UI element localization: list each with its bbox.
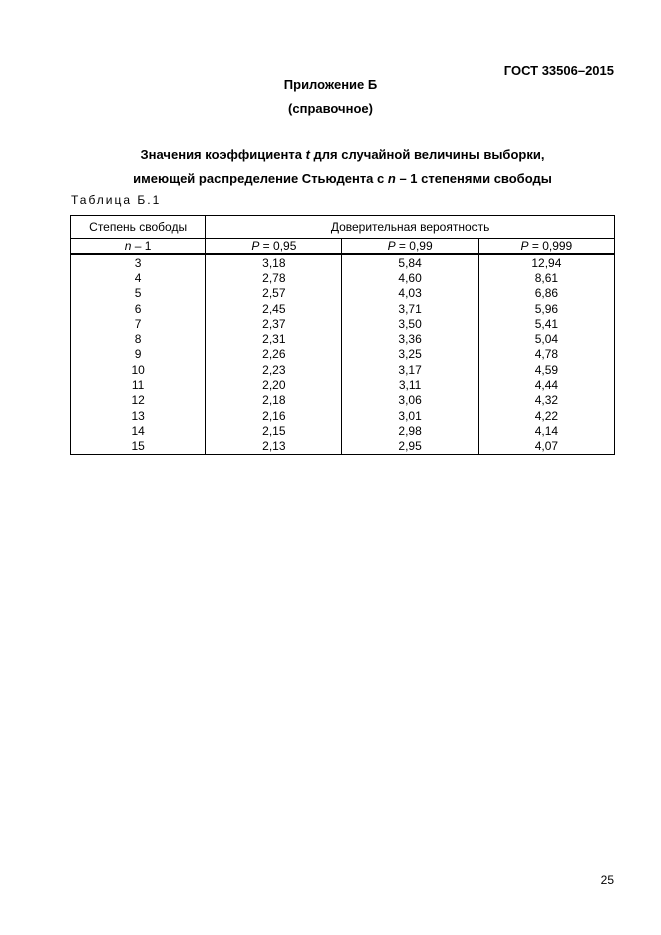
- cell-t-value: 12,94: [478, 254, 614, 270]
- cell-t-value: 4,22: [478, 408, 614, 423]
- cell-t-value: 2,26: [206, 347, 342, 362]
- table-caption-line-2: [12, 171, 661, 186]
- cell-t-value: 2,78: [206, 270, 342, 285]
- cell-degrees-of-freedom: 9: [71, 347, 206, 362]
- cell-degrees-of-freedom: 8: [71, 331, 206, 346]
- cell-degrees-of-freedom: 11: [71, 377, 206, 392]
- table-row: [71, 439, 615, 455]
- cell-t-value: 2,95: [342, 439, 478, 455]
- table-row: [71, 408, 615, 423]
- cell-t-value: 5,84: [342, 254, 478, 270]
- cell-degrees-of-freedom: 3: [71, 254, 206, 270]
- caption-text: – 1 степенями свободы: [395, 171, 552, 186]
- cell-degrees-of-freedom: 14: [71, 423, 206, 438]
- table-row: [71, 423, 615, 438]
- cell-t-value: 5,04: [478, 331, 614, 346]
- cell-degrees-of-freedom: 15: [71, 439, 206, 455]
- cell-t-value: 3,01: [342, 408, 478, 423]
- cell-t-value: 4,44: [478, 377, 614, 392]
- subheader-p-095: [206, 239, 342, 255]
- cell-t-value: 4,14: [478, 423, 614, 438]
- table-row: [71, 362, 615, 377]
- var-p: P: [520, 238, 529, 253]
- table-subheader-row: [71, 239, 615, 255]
- cell-t-value: 2,20: [206, 377, 342, 392]
- cell-t-value: 4,32: [478, 393, 614, 408]
- cell-t-value: 2,31: [206, 331, 342, 346]
- table-row: [71, 331, 615, 346]
- cell-degrees-of-freedom: 13: [71, 408, 206, 423]
- table-row: [71, 316, 615, 331]
- cell-t-value: 2,15: [206, 423, 342, 438]
- var-p: P: [387, 238, 396, 253]
- table-row: [71, 270, 615, 285]
- cell-t-value: 3,17: [342, 362, 478, 377]
- cell-t-value: 4,03: [342, 286, 478, 301]
- cell-t-value: 4,07: [478, 439, 614, 455]
- cell-degrees-of-freedom: 7: [71, 316, 206, 331]
- cell-t-value: 3,25: [342, 347, 478, 362]
- table-body: [71, 254, 615, 454]
- subheader-p-0999: [478, 239, 614, 255]
- header-confidence-probability: Доверительная вероятность: [206, 216, 615, 239]
- page-number: 25: [600, 873, 614, 887]
- cell-t-value: 5,41: [478, 316, 614, 331]
- cell-t-value: 3,06: [342, 393, 478, 408]
- cell-degrees-of-freedom: 4: [71, 270, 206, 285]
- subheader-text: = 0,95: [259, 238, 297, 253]
- cell-t-value: 8,61: [478, 270, 614, 285]
- appendix-title: Приложение Б: [283, 77, 378, 92]
- caption-text: Значения коэффициента: [140, 147, 306, 162]
- caption-text: имеющей распределение Стьюдента с: [133, 171, 388, 186]
- table-row: [71, 254, 615, 270]
- caption-variable-t: t: [305, 147, 310, 162]
- cell-t-value: 6,86: [478, 286, 614, 301]
- header-degrees-of-freedom: Степень свободы: [71, 216, 206, 239]
- cell-t-value: 2,37: [206, 316, 342, 331]
- var-n: n: [124, 238, 132, 253]
- cell-t-value: 2,18: [206, 393, 342, 408]
- table-row: [71, 377, 615, 392]
- standard-number: ГОСТ 33506–2015: [503, 63, 614, 78]
- cell-degrees-of-freedom: 5: [71, 286, 206, 301]
- subheader-text: = 0,99: [395, 238, 433, 253]
- cell-t-value: 3,36: [342, 331, 478, 346]
- subheader-n-minus-1: [71, 239, 206, 255]
- cell-t-value: 3,18: [206, 254, 342, 270]
- subheader-p-099: [342, 239, 478, 255]
- cell-t-value: 4,59: [478, 362, 614, 377]
- table-row: [71, 301, 615, 316]
- caption-text: для случайной величины выборки,: [309, 147, 545, 162]
- cell-degrees-of-freedom: 12: [71, 393, 206, 408]
- cell-t-value: 2,98: [342, 423, 478, 438]
- student-t-table: [70, 215, 615, 455]
- cell-t-value: 2,16: [206, 408, 342, 423]
- appendix-status: (справочное): [288, 101, 373, 116]
- cell-degrees-of-freedom: 6: [71, 301, 206, 316]
- cell-t-value: 5,96: [478, 301, 614, 316]
- subheader-text: = 0,999: [528, 238, 573, 253]
- cell-t-value: 4,60: [342, 270, 478, 285]
- subheader-text: – 1: [131, 238, 152, 253]
- caption-variable-n: n: [387, 171, 396, 186]
- cell-t-value: 2,13: [206, 439, 342, 455]
- cell-t-value: 3,71: [342, 301, 478, 316]
- table-row: [71, 286, 615, 301]
- table-row: [71, 347, 615, 362]
- cell-t-value: 3,11: [342, 377, 478, 392]
- table-label: Таблица Б.1: [71, 193, 162, 207]
- table-caption-line-1: [12, 147, 661, 162]
- cell-t-value: 4,78: [478, 347, 614, 362]
- cell-t-value: 2,45: [206, 301, 342, 316]
- cell-degrees-of-freedom: 10: [71, 362, 206, 377]
- table-row: [71, 393, 615, 408]
- cell-t-value: 3,50: [342, 316, 478, 331]
- table-header-row: [71, 216, 615, 239]
- var-p: P: [251, 238, 260, 253]
- cell-t-value: 2,23: [206, 362, 342, 377]
- cell-t-value: 2,57: [206, 286, 342, 301]
